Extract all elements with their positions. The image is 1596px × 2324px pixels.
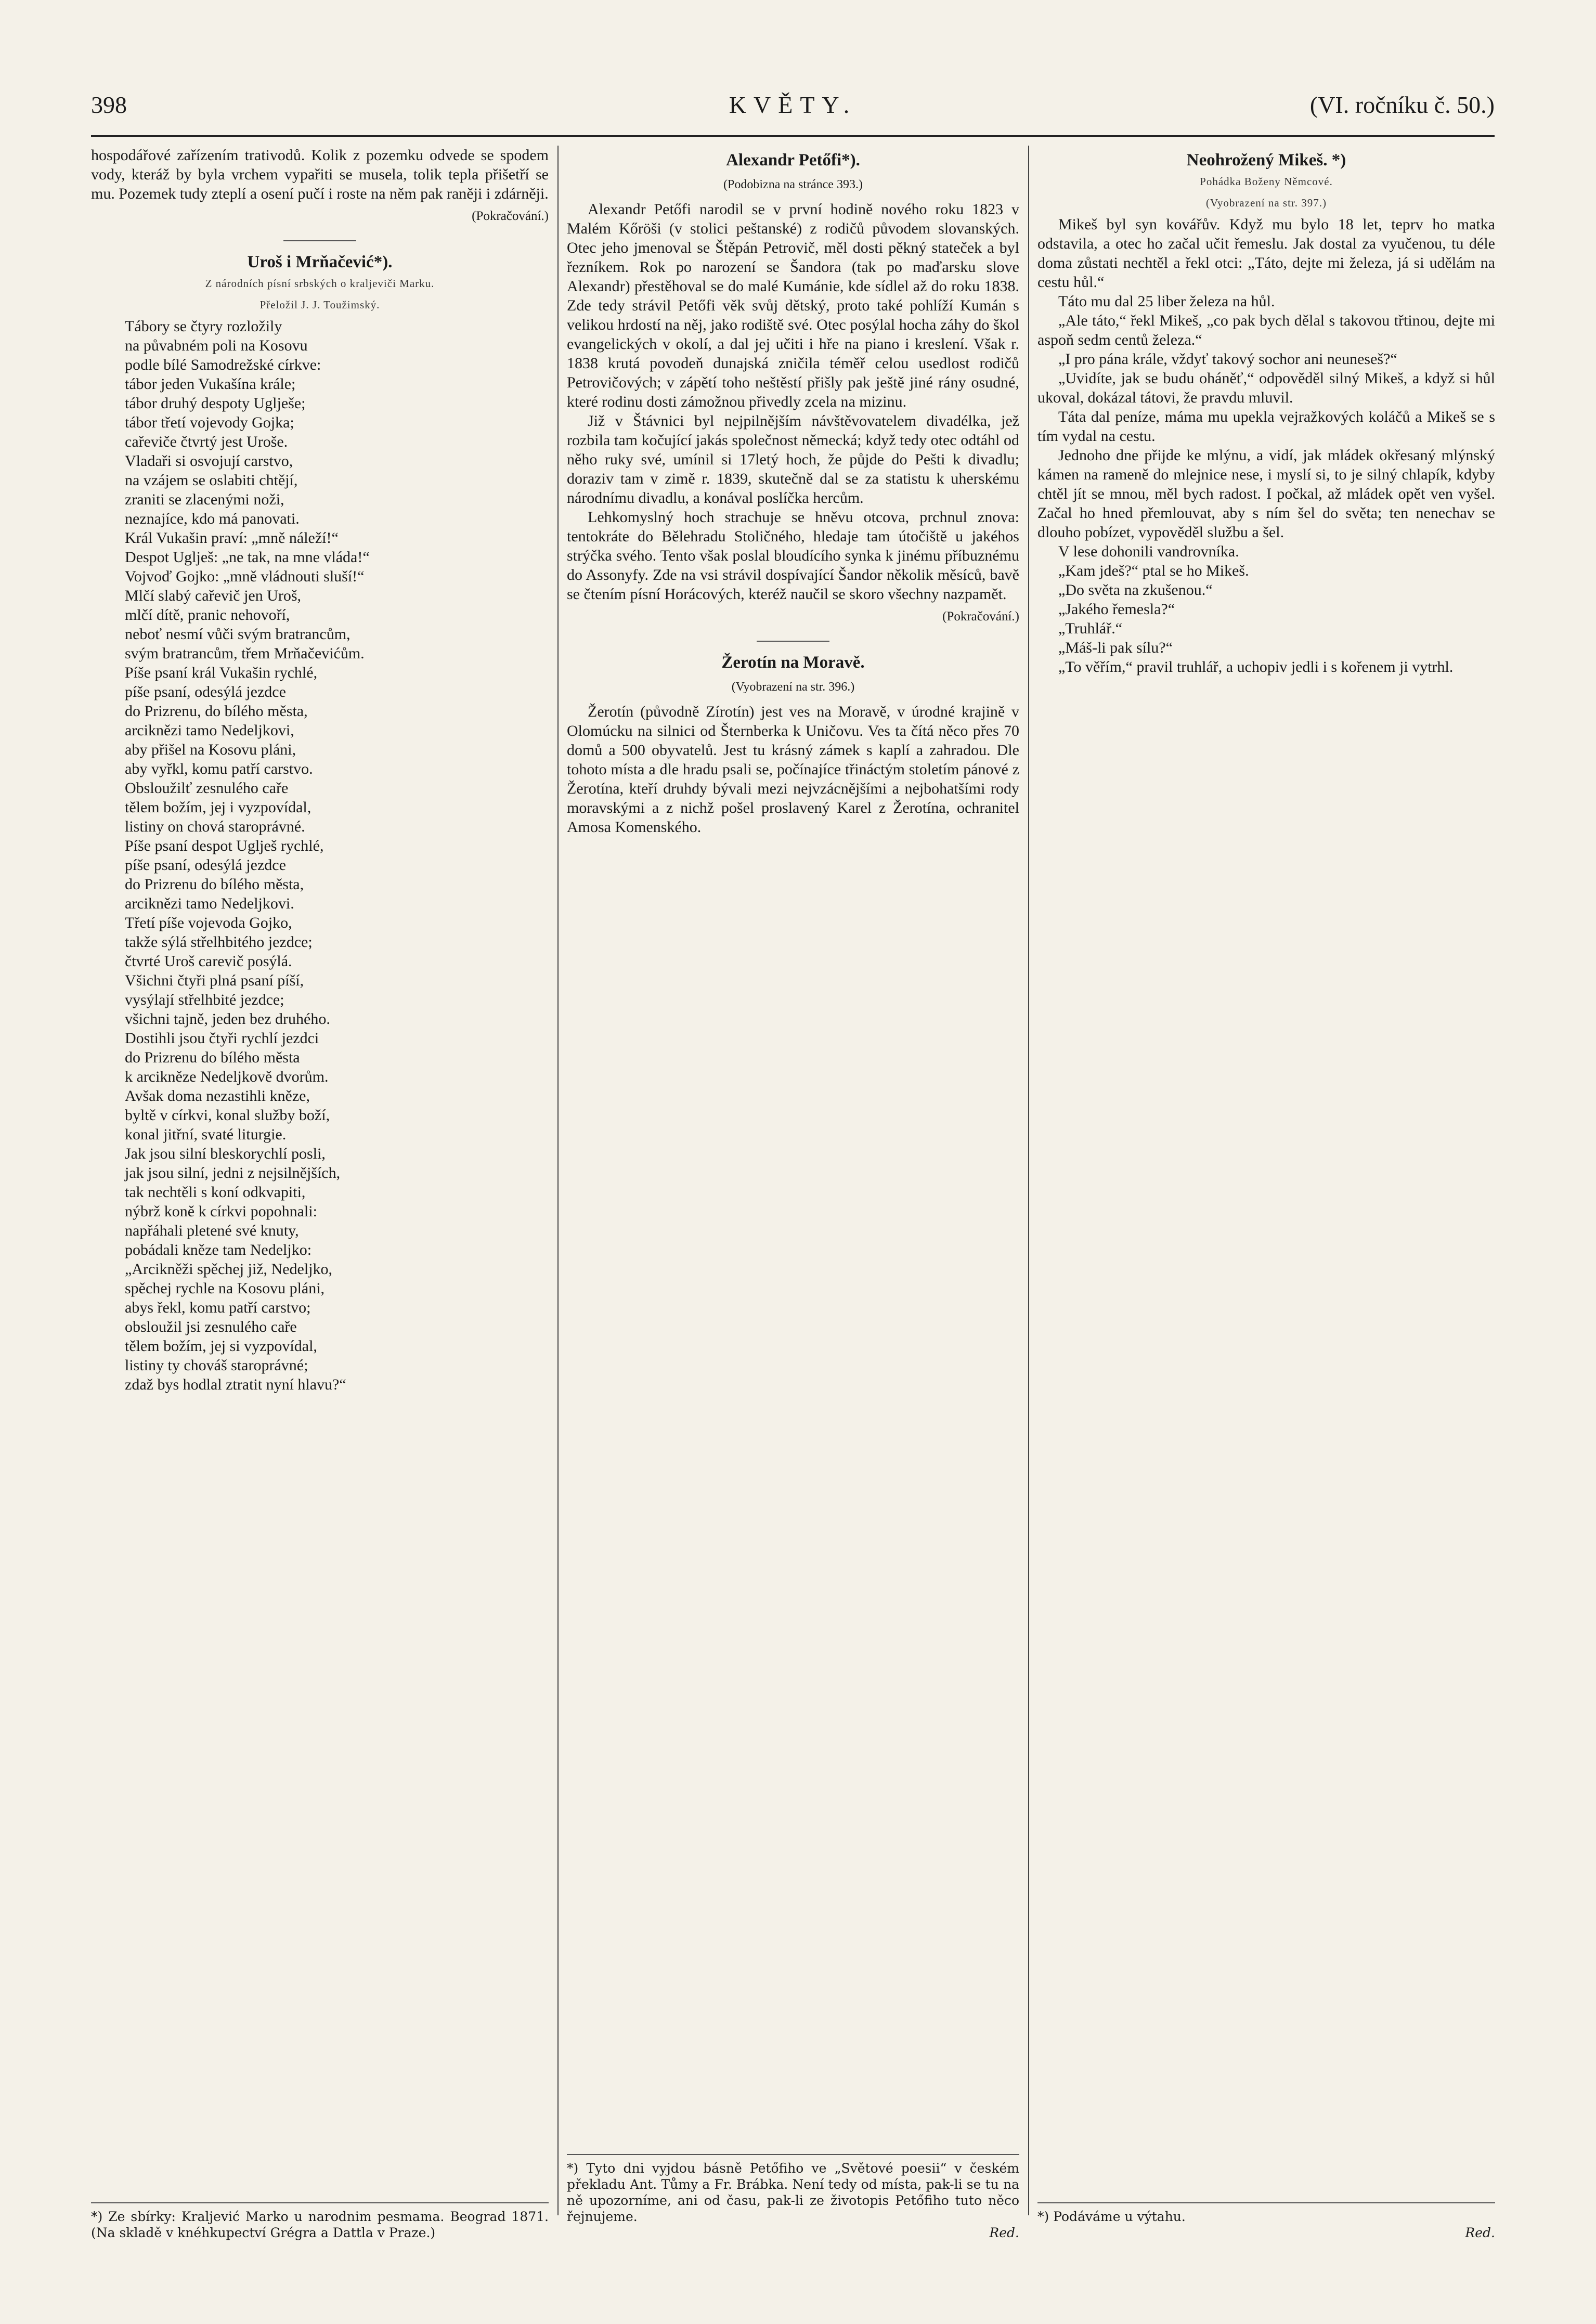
verse-line: obsloužil jsi zesnulého caře	[125, 1318, 297, 1335]
verse-line: Despot Uglješ: „ne tak, na mne vláda!“	[125, 549, 370, 566]
verse-line: cařeviče čtvrtý jest Uroše.	[125, 433, 288, 450]
page-number: 398	[91, 92, 127, 118]
verse-line: abys řekl, komu patří carstvo;	[125, 1299, 311, 1316]
verse-line: neboť nesmí vůči svým bratrancům,	[125, 626, 351, 643]
verse-line: podle bílé Samodrežské církve:	[125, 356, 321, 373]
column-middle	[567, 146, 1019, 2251]
verse-line: Třetí píše vojevoda Gojko,	[125, 914, 292, 931]
verse-line: vysýlají střelhbité jezdce;	[125, 991, 284, 1008]
article-source: Z národních písní srbských o kraljeviči Marku.	[205, 277, 435, 290]
verse-line: tělem božím, jej si vyzpovídal,	[125, 1338, 317, 1355]
footnote	[567, 2154, 1019, 2241]
column-divider	[1028, 146, 1029, 2215]
verse-line: nýbrž koně k církvi popohnali:	[125, 1203, 317, 1220]
column-right	[1037, 146, 1495, 2251]
verse-line: Všichni čtyři plná psaní píší,	[125, 972, 304, 989]
paragraph: V lese dohonili vandrovníka.	[1058, 543, 1239, 560]
article-body	[567, 702, 1019, 837]
footnote-text: *) Ze sbírky: Kraljević Marko u narodnim pesmama. Beograd 1871. (Na skladě v knéhkupectví Grégra a Dattla v Praze.)	[91, 2209, 549, 2240]
article-subtitle: (Podobizna na stránce 393.)	[723, 178, 863, 191]
verse-line: konal jitřní, svaté liturgie.	[125, 1126, 287, 1143]
verse-line: takže sýlá střelhbitého jezdce;	[125, 933, 313, 951]
verse-line: „Arcikněži spěchej již, Nedeljko,	[125, 1261, 332, 1278]
footnote	[1037, 2202, 1495, 2241]
verse-line: Obsloužilť zesnulého caře	[125, 780, 289, 797]
verse-line: Vladaři si osvojují carstvo,	[125, 452, 293, 470]
continuation-note: (Pokračování.)	[942, 609, 1019, 624]
article-subtitle: (Vyobrazení na str. 397.)	[1205, 197, 1327, 209]
header-rule	[91, 135, 1495, 137]
verse-line: aby přišel na Kosovu pláni,	[125, 741, 296, 758]
paragraph: Žerotín (původně Zírotín) jest ves na Moravě, v úrodné krajině v Olomúcku na silnici od Šternberka k Uničovu. Ves ta čítá něco přes 70 domů a 500 obyvatelů. Jest tu krásný zámek s kaplí a zahradou. Dle tohoto místa a dle hradu psali se, počínajíce třináctým stoletím pánové z Žerotína, kteří druhdy bývali mezi nejvzácnějšími a nejbohatšími rody moravskými a z nichž pošel proslavený Karel z Žerotína, ochranitel Amosa Komenského.	[567, 703, 1019, 836]
paragraph: „Uvidíte, jak se budu oháněť,“ odpověděl silný Mikeš, a když si hůl ukoval, dokázal tátovi, že pravdu mluvil.	[1037, 370, 1495, 406]
column-left	[91, 146, 549, 2251]
verse-line: arciknězi tamo Nedeljkovi.	[125, 895, 294, 912]
section-divider	[283, 240, 356, 241]
verse-line: čtvrté Uroš carevič posýlá.	[125, 953, 292, 970]
article-title: Alexandr Petőfi*).	[726, 151, 860, 170]
verse-line: arciknězi tamo Nedeljkovi,	[125, 722, 294, 739]
footnote-signature: Red.	[1465, 2225, 1495, 2240]
verse-line: byltě v církvi, konal služby boží,	[125, 1107, 330, 1124]
paragraph: Již v Štávnici byl nejpilnějším návštěvovatelem divadélka, jež rozbila tam kočující jakás společnost německá; když tedy otec odtáhl od něho ruky své, umínil si 17letý hoch, že půjde do Pešti k divadlu; doraziv tam v zimě r. 1839, skutečně dal se za statistu k uherskému národnímu divadlu, a konával poslíčka hercům.	[567, 412, 1019, 507]
footnote-text: *) Tyto dni vyjdou básně Petőfiho ve „Světové poesii“ v českém překladu Ant. Tůmy a Fr. Brábka. Není tedy od místa, pak-li se tu na ně upozorníme, ani od času, pak-li ze životopis Petőfiho tuto něco řejnujeme.	[567, 2161, 1019, 2224]
verse-line: spěchej rychle na Kosovu pláni,	[125, 1280, 325, 1297]
verse-line: tábor jeden Vukašína krále;	[125, 375, 296, 393]
verse-line: listiny on chová staroprávné.	[125, 818, 305, 835]
verse-line: do Prizrenu, do bílého města,	[125, 703, 308, 720]
article-body	[1037, 215, 1495, 677]
verse-line: zraniti se zlacenými noži,	[125, 491, 284, 508]
paragraph: Lehkomyslný hoch strachuje se hněvu otcova, prchnul znova: tentokráte do Bělehradu Stoličného, hledaje tam útočiště u jakéhos strýčka svého. Tento však poslal bloudícího synka k jinému příbuznému do Assonyfy. Zde na vsi strávil dospívající Šandor několik měsíců, bavě se čtením písní Horácových, kteréž naučil se skoro všechny nazpamět.	[567, 509, 1019, 603]
verse-line: Avšak doma nezastihli kněze,	[125, 1087, 310, 1105]
verse-line: na půvabném poli na Kosovu	[125, 337, 308, 354]
verse-line: svým bratrancům, třem Mrňačevićům.	[125, 645, 365, 662]
volume-info: (VI. ročníku č. 50.)	[1309, 92, 1495, 118]
verse-line: píše psaní, odesýlá jezdce	[125, 856, 286, 874]
paragraph: „Do světa na zkušenou.“	[1058, 581, 1213, 599]
intro-paragraph: hospodářové zařízením trativodů. Kolik z pozemku odvede se spodem vody, kteráž by byla vrchem vypařiti se musela, tolik tepla přišetří se mu. Pozemek tudy zteplí a osení pučí i roste na něm pak raněji i zdárněji.	[91, 147, 549, 202]
magazine-title: KVĚTY.	[729, 92, 857, 118]
verse-line: pobádali kněze tam Nedeljko:	[125, 1241, 312, 1258]
verse-line: tábor třetí vojevody Gojka;	[125, 414, 294, 431]
verse-line: mlčí dítě, pranic nehovoří,	[125, 606, 290, 624]
verse-line: Tábory se čtyry rozložily	[125, 318, 282, 335]
verse-line: listiny ty chováš staroprávné;	[125, 1357, 308, 1374]
paragraph: Mikeš byl syn kovářův. Když mu bylo 18 let, teprv ho matka odstavila, a otec ho začal učit řemeslu. Jak dostal za vyučenou, tu déle doma zůstati nechtěl a řekl otci: „Táto, dejte mi železa, já si udělám na cestu hůl.“	[1037, 216, 1495, 291]
verse-line: jak jsou silní, jedni z nejsilnějších,	[125, 1164, 341, 1182]
verse-line: Vojvoď Gojko: „mně vládnouti sluší!“	[125, 568, 365, 585]
paragraph: Jednoho dne přijde ke mlýnu, a vidí, jak mládek okřesaný mlýnský kámen na rameně do mlejnice nese, i myslí si, to je silný chlapík, kdyby chtěl jít se mnou, měl bych radost. I počkal, až mládek opět ven vyšel. Začal ho hned přemlouvat, aby s ním šel do světa; ten nenechav se dlouho pobízet, vypověděl službu a šel.	[1037, 447, 1495, 541]
article-title: Neohrožený Mikeš. *)	[1186, 151, 1346, 170]
article-body	[567, 200, 1019, 604]
verse-line: k arciknězе Nedeljkově dvorům.	[125, 1068, 329, 1085]
verse-line: neznajíce, kdo má panovati.	[125, 510, 300, 527]
paragraph: „I pro pána krále, vždyť takový sochor ani neuneseš?“	[1058, 350, 1397, 368]
paragraph: „Kam jdeš?“ ptal se ho Mikeš.	[1058, 562, 1249, 579]
verse-line: Mlčí slabý cařevič jen Uroš,	[125, 587, 302, 604]
paragraph: Alexandr Petőfi narodil se v první hodině nového roku 1823 v Malém Kőröši (v stolici peštanské) z rodičů původem slovanských. Otec jeho jmenoval se Štěpán Petrovič, měl dosti pěkný stateček a byl řezníkem. Rok po narození se Šandora (tak po maďarsku slove Alexandr) přestěhoval se do malé Kumánie, kde sídlel až do roku 1838. Zde tedy strávil Petőfi věk svůj dětský, proto také pohlíží Kumán s velikou hrdostí na něj, jako rodiště své. Otec posýlal hocha záhy do škol evangelických v okolí, a dal jej učiti i hře na piano i kreslení. Však r. 1838 krutá povodeň dunajská zničila téměř celou usedlost rodičů Petrovičových; v zápětí toho neštěstí přišly pak ještě jiné rány osudné, které rodinu dosti zámožnou přivedly zcela na mizinu.	[567, 201, 1019, 410]
footnote-text: *) Podáváme u výtahu.	[1037, 2209, 1186, 2224]
verse-line: tělem božím, jej i vyzpovídal,	[125, 799, 312, 816]
section-divider	[757, 641, 829, 642]
verse-line: tak nechtěli s koní odkvapiti,	[125, 1184, 306, 1201]
paragraph: Táto mu dal 25 liber železa na hůl.	[1058, 293, 1275, 310]
article-author: Pohádka Boženy Němcové.	[1200, 175, 1333, 188]
verse-line: Dostihli jsou čtyři rychlí jezdci	[125, 1030, 319, 1047]
verse-line: napřáhali pletené své knuty,	[125, 1222, 299, 1239]
verse-line: všichni tajně, jeden bez druhého.	[125, 1010, 330, 1028]
verse-line: Jak jsou silní bleskorychlí posli,	[125, 1145, 326, 1162]
paragraph: „Ale táto,“ řekl Mikeš, „co pak bych dělal s takovou třtinou, dejte mi aspoň sedm centů železa.“	[1037, 312, 1495, 348]
paragraph: Táta dal peníze, máma mu upekla vejražkových koláčů a Mikeš se s tím vydal na cestu.	[1037, 408, 1495, 445]
verse-line: na vzájem se oslabiti chtějí,	[125, 472, 298, 489]
paragraph: „Truhlář.“	[1058, 620, 1123, 637]
page-header	[91, 91, 1495, 127]
article-title: Žerotín na Moravě.	[721, 653, 865, 672]
footnote-signature: Red.	[989, 2225, 1019, 2240]
verse-line: do Prizrenu do bílého města,	[125, 876, 304, 893]
verse-line: aby vyřkl, komu patří carstvo.	[125, 760, 313, 777]
paragraph: „Máš-li pak sílu?“	[1058, 639, 1173, 656]
verse-line: Píše psaní král Vukašin rychlé,	[125, 664, 318, 681]
article-title: Uroš i Mrňačević*).	[247, 253, 393, 271]
paragraph: „To věřím,“ pravil truhlář, a uchopiv jedli i s kořenem ji vytrhl.	[1058, 658, 1454, 676]
footnote	[91, 2202, 549, 2241]
verse-line: Král Vukašin praví: „mně náleží!“	[125, 529, 339, 547]
article-subtitle: (Vyobrazení na str. 396.)	[731, 680, 855, 694]
article-translator: Přeložil J. J. Toužimský.	[259, 298, 380, 311]
verse-line: tábor druhý despoty Uglješe;	[125, 395, 306, 412]
verse-line: zdaž bys hodlal ztratit nyní hlavu?“	[125, 1376, 346, 1393]
paragraph: „Jakého řemesla?“	[1058, 601, 1175, 618]
poem-verse	[125, 317, 549, 1394]
column-divider	[557, 146, 559, 2215]
verse-line: píše psaní, odesýlá jezdce	[125, 683, 286, 700]
verse-line: do Prizrenu do bílého města	[125, 1049, 300, 1066]
verse-line: Píše psaní despot Uglješ rychlé,	[125, 837, 324, 854]
continuation-note: (Pokračování.)	[472, 209, 549, 223]
